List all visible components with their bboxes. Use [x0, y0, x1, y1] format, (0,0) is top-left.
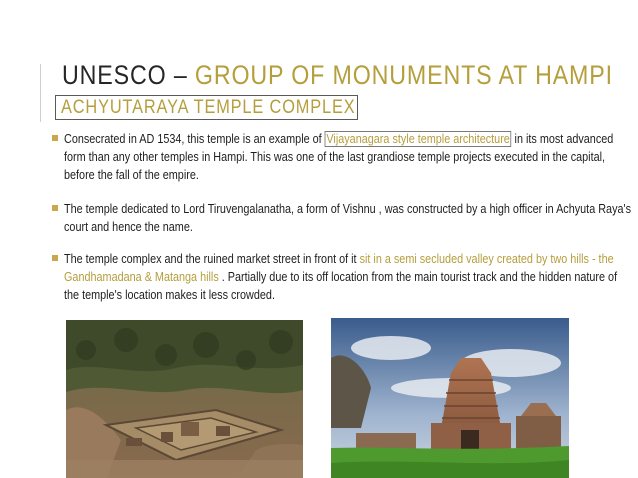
- bullet-text-part: Consecrated in AD 1534, this temple is an example of: [64, 132, 325, 146]
- slide-subtitle: ACHYUTARAYA TEMPLE COMPLEX: [61, 97, 356, 118]
- temple-gopuram-photo: [331, 318, 569, 478]
- bullet-item: [52, 200, 632, 236]
- bullet-item: [52, 250, 632, 304]
- bullet-marker: [52, 255, 58, 261]
- title-prefix: UNESCO –: [62, 60, 195, 90]
- subtitle-box: [55, 95, 358, 120]
- bullet-item: [52, 130, 632, 184]
- bullet-text-part: in its most advanced form than any other temples in Hampi. This was one of the last grandiose temple projects executed in the capital, before the fall of the empire.: [64, 132, 614, 182]
- slide-title: [62, 60, 613, 91]
- title-highlight: GROUP OF MONUMENTS AT HAMPI: [194, 60, 613, 90]
- aerial-temple-photo: [66, 320, 303, 478]
- highlighted-phrase: Vijayanagara style temple architecture: [326, 132, 510, 146]
- bullet-marker: [52, 135, 58, 141]
- bullet-marker: [52, 205, 58, 211]
- bullet-text-part: The temple complex and the ruined market street in front of it: [64, 252, 360, 266]
- highlighted-phrase: sit in a semi secluded valley created by two hills - the Gandhamadana & Matanga hills: [64, 252, 614, 284]
- bullet-text: [64, 130, 632, 184]
- bullet-text: [64, 250, 632, 304]
- bullet-list: [52, 130, 632, 304]
- bullet-text: The temple dedicated to Lord Tiruvengalanatha, a form of Vishnu , was constructed by a high officer in Achyuta Raya's court and hence the name.: [64, 202, 631, 234]
- title-divider: [40, 64, 41, 122]
- bullet-text-part: . Partially due to its off location from the main tourist track and the hidden nature of the temple's location makes it less crowded.: [64, 270, 618, 302]
